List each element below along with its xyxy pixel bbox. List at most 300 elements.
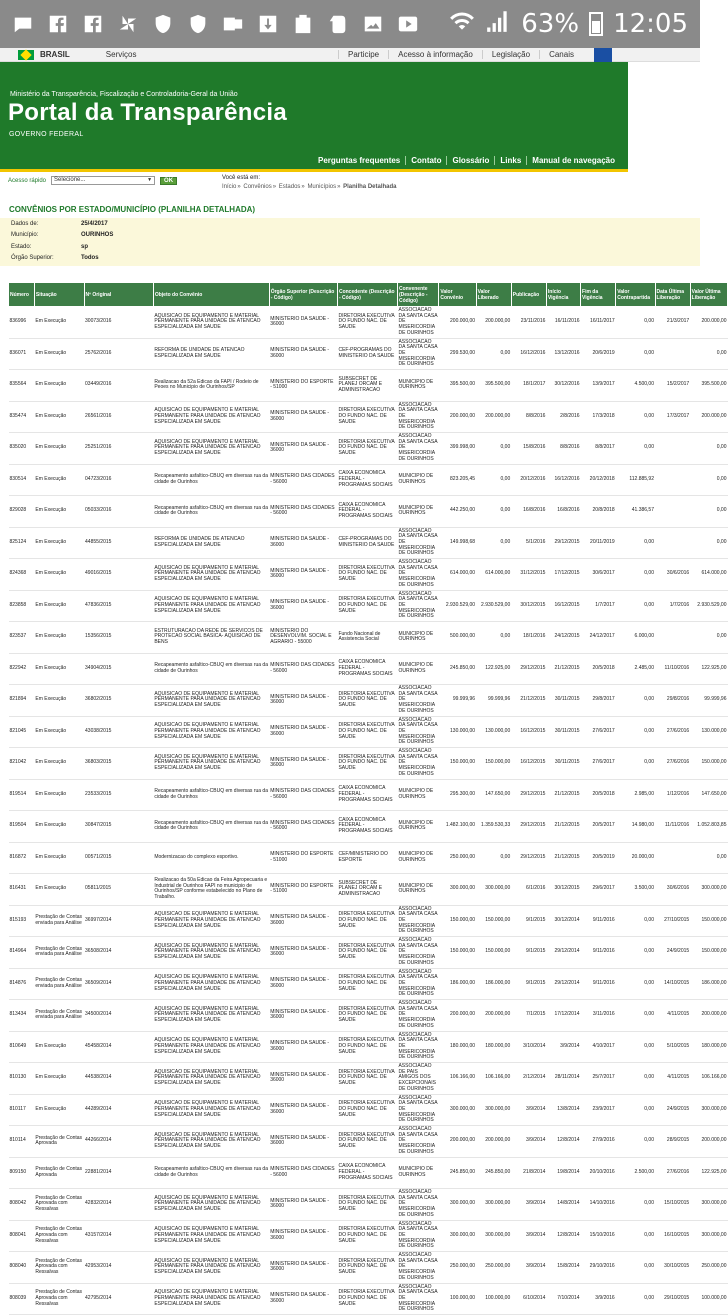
convenio-number-link[interactable]: 821042 <box>9 748 35 780</box>
site-header <box>0 62 628 172</box>
table-cell: DIRETORIA EXECUTIVA DO FUNDO NAC. DE SAUDE <box>337 748 397 780</box>
shield-icon <box>187 13 209 35</box>
table-cell: MINISTERIO DA SAUDE - 36000 <box>269 1126 337 1158</box>
table-cell: 250.000,00 <box>439 1252 476 1284</box>
table-cell: DIRETORIA EXECUTIVA DO FUNDO NAC. DE SAUDE <box>337 685 397 717</box>
table-cell: Em Execução <box>34 1031 84 1063</box>
table-cell: AQUISICAO DE EQUIPAMENTO E MATERIAL PERMANENTE PARA UNIDADE DE ATENCAO ESPECIALIZADA EM SAUDE <box>153 1126 269 1158</box>
table-cell: 44266/2014 <box>84 1126 153 1158</box>
table-cell: MINISTERIO DA SAUDE - 36000 <box>269 748 337 780</box>
table-cell: 150.000,00 <box>476 748 511 780</box>
column-header[interactable]: Objeto do Convênio <box>153 283 269 307</box>
table-row <box>9 370 728 402</box>
table-cell: 9/11/2016 <box>581 937 616 969</box>
table-cell: DIRETORIA EXECUTIVA DO FUNDO NAC. DE SAUDE <box>337 1220 397 1252</box>
convenio-number-link[interactable]: 822942 <box>9 653 35 685</box>
table-cell <box>655 527 690 559</box>
column-header[interactable]: Concedente (Descrição - Código) <box>337 283 397 307</box>
table-cell: 186.000,00 <box>439 968 476 1000</box>
table-cell: 180.000,00 <box>439 1031 476 1063</box>
info-box <box>0 218 700 266</box>
table-cell: 8/8/2017 <box>581 433 616 465</box>
table-cell: 614.000,00 <box>439 559 476 591</box>
convenio-number-link[interactable]: 821045 <box>9 716 35 748</box>
table-cell <box>655 338 690 370</box>
info-value: sp <box>81 244 89 250</box>
table-cell: 300.000,00 <box>476 1094 511 1126</box>
column-header[interactable]: Nº Original <box>84 283 153 307</box>
table-cell: 2/12/2014 <box>511 1063 546 1095</box>
info-label: Município: <box>11 232 39 238</box>
accessibility-icon[interactable] <box>594 48 612 62</box>
table-cell: ASSOCIACAO DA SANTA CASA DE MISERICORDIA DE OURINHOS <box>397 590 438 622</box>
table-cell: Em Execução <box>34 811 84 843</box>
convenio-number-link[interactable]: 836996 <box>9 307 35 339</box>
gov-link-participe[interactable]: Participe <box>338 50 388 59</box>
table-cell: Prestação de Contas Aprovada com Ressalvas <box>34 1283 84 1315</box>
gov-top-bar <box>0 48 700 62</box>
convenio-number-link[interactable]: 830514 <box>9 464 35 496</box>
table-cell: 300.000,00 <box>690 1094 727 1126</box>
convenio-number-link[interactable]: 829028 <box>9 496 35 528</box>
table-cell: 27/6/2017 <box>581 716 616 748</box>
table-cell: 25251/2016 <box>84 433 153 465</box>
quick-access-label: Acesso rápido <box>8 177 47 184</box>
table-row <box>9 590 728 622</box>
table-cell: 3/9/2014 <box>511 1252 546 1284</box>
convenio-number-link[interactable]: 821894 <box>9 685 35 717</box>
nav-contato[interactable]: Contato <box>405 156 446 165</box>
breadcrumb-estados[interactable]: Estados <box>278 184 301 190</box>
breadcrumb: Você está em: Início» Convênios» Estados» Municípios» Planilha Detalhada <box>222 175 397 190</box>
table-cell: ASSOCIACAO DA SANTA CASA DE MISERICORDIA DE OURINHOS <box>397 1031 438 1063</box>
table-cell: Recapeamento asfaltico-CBUQ em diversas rua da cidade de Ourinhos <box>153 496 269 528</box>
table-cell: ASSOCIACAO DA SANTA CASA DE MISERICORDIA DE OURINHOS <box>397 1189 438 1221</box>
convenio-number-link[interactable]: 836071 <box>9 338 35 370</box>
table-row <box>9 622 728 654</box>
nav-glossario[interactable]: Glossário <box>446 156 494 165</box>
table-cell: DIRETORIA EXECUTIVA DO FUNDO NAC. DE SAUDE <box>337 716 397 748</box>
chat-icon <box>12 13 34 35</box>
column-header[interactable]: Fim da Vigência <box>581 283 616 307</box>
convenio-number-link[interactable]: 815193 <box>9 905 35 937</box>
table-cell: Prestação de Contas enviada para Análise <box>34 937 84 969</box>
convenio-number-link[interactable]: 835564 <box>9 370 35 402</box>
table-cell: 0,00 <box>690 622 727 654</box>
table-cell: 2.500,00 <box>616 1157 655 1189</box>
convenio-number-link[interactable]: 835474 <box>9 401 35 433</box>
table-cell: AQUISICAO DE EQUIPAMENTO E MATERIAL PERMANENTE PARA UNIDADE DE ATENCAO ESPECIALIZADA EM SAUDE <box>153 590 269 622</box>
table-cell: MINISTERIO DAS CIDADES - 56000 <box>269 496 337 528</box>
table-cell: 2.985,00 <box>616 779 655 811</box>
gov-link-canais[interactable]: Canais <box>539 50 583 59</box>
table-cell: 42832/2014 <box>84 1189 153 1221</box>
table-cell: 0,00 <box>616 685 655 717</box>
convenio-number-link[interactable]: 816431 <box>9 874 35 906</box>
table-cell: 245.850,00 <box>439 653 476 685</box>
table-cell: 16/12/2015 <box>511 748 546 780</box>
column-header[interactable]: Data Última Liberação <box>655 283 690 307</box>
table-cell <box>655 464 690 496</box>
table-cell: 4/11/2015 <box>655 1000 690 1032</box>
table-cell: 106.166,00 <box>476 1063 511 1095</box>
table-row <box>9 496 728 528</box>
table-cell: 186.000,00 <box>476 968 511 1000</box>
table-cell: 23/9/2017 <box>581 1094 616 1126</box>
convenio-number-link[interactable]: 809150 <box>9 1157 35 1189</box>
battery-icon <box>589 12 603 36</box>
table-cell: 36802/2015 <box>84 685 153 717</box>
table-cell: DIRETORIA EXECUTIVA DO FUNDO NAC. DE SAUDE <box>337 968 397 1000</box>
table-row <box>9 1126 728 1158</box>
table-cell: MINISTERIO DO DESENVOLVIM. SOCIAL E AGRARIO - 55000 <box>269 622 337 654</box>
table-cell: ASSOCIACAO DA SANTA CASA DE MISERICORDIA DE OURINHOS <box>397 433 438 465</box>
table-cell: Em Execução <box>34 653 84 685</box>
table-cell: 34904/2015 <box>84 653 153 685</box>
table-cell: 22881/2014 <box>84 1157 153 1189</box>
table-cell: DIRETORIA EXECUTIVA DO FUNDO NAC. DE SAUDE <box>337 1094 397 1126</box>
table-cell: AQUISICAO DE EQUIPAMENTO E MATERIAL PERMANENTE PARA UNIDADE DE ATENCAO ESPECIALIZADA EM SAUDE <box>153 968 269 1000</box>
table-cell: 16/8/2016 <box>511 496 546 528</box>
table-cell: 24/9/2015 <box>655 1094 690 1126</box>
table-cell: 11/10/2016 <box>655 653 690 685</box>
quick-access <box>8 176 177 185</box>
convenio-number-link[interactable]: 819504 <box>9 811 35 843</box>
table-cell: ASSOCIACAO DA SANTA CASA DE MISERICORDIA DE OURINHOS <box>397 685 438 717</box>
table-row <box>9 937 728 969</box>
table-cell: 200.000,00 <box>439 1126 476 1158</box>
table-cell: 0,00 <box>616 937 655 969</box>
table-cell: 0,00 <box>616 433 655 465</box>
table-cell <box>655 433 690 465</box>
table-cell: 29/12/2015 <box>546 527 580 559</box>
table-cell: 44289/2014 <box>84 1094 153 1126</box>
convenio-number-link[interactable]: 816872 <box>9 842 35 874</box>
table-cell: 300.000,00 <box>690 1189 727 1221</box>
table-cell: 43038/2015 <box>84 716 153 748</box>
breadcrumb-inicio[interactable]: Início <box>222 184 237 190</box>
table-cell: 15/8/2014 <box>546 1252 580 1284</box>
table-cell: 1.052.803,85 <box>690 811 727 843</box>
nav-links[interactable]: Links <box>494 156 526 165</box>
table-cell: 30/6/2016 <box>655 874 690 906</box>
table-cell: Em Execução <box>34 433 84 465</box>
table-cell: Em Execução <box>34 496 84 528</box>
convenio-number-link[interactable]: 835020 <box>9 433 35 465</box>
table-row <box>9 905 728 937</box>
table-cell: 0,00 <box>690 527 727 559</box>
facebook-icon <box>82 13 104 35</box>
gov-link-legislacao[interactable]: Legislação <box>482 50 539 59</box>
pinwheel-icon <box>117 13 139 35</box>
table-cell: 16/12/2016 <box>511 338 546 370</box>
table-cell: 0,00 <box>616 527 655 559</box>
table-cell: Em Execução <box>34 590 84 622</box>
table-cell: MINISTERIO DA SAUDE - 36000 <box>269 937 337 969</box>
table-cell: 24/12/2015 <box>546 622 580 654</box>
table-cell: 200.000,00 <box>476 1126 511 1158</box>
table-cell: 30073/2016 <box>84 307 153 339</box>
table-cell: 20/11/2019 <box>581 527 616 559</box>
table-cell: 0,00 <box>616 905 655 937</box>
table-cell: 200.000,00 <box>476 1000 511 1032</box>
table-row <box>9 527 728 559</box>
table-cell: 2.930.529,00 <box>476 590 511 622</box>
table-cell: 20/5/2018 <box>581 779 616 811</box>
table-cell: 20/12/2018 <box>581 464 616 496</box>
table-cell: 14/10/2016 <box>581 1189 616 1221</box>
table-cell: Prestação de Contas Aprovada com Ressalvas <box>34 1189 84 1221</box>
table-cell: Prestação de Contas enviada para Análise <box>34 1000 84 1032</box>
table-cell: 823.205,45 <box>439 464 476 496</box>
table-cell: 0,00 <box>616 1126 655 1158</box>
table-cell: ESTRUTURACAO DA REDE DE SERVICOS DE PROTECAO SOCIAL BASICA- AQUISICAO DE BENS <box>153 622 269 654</box>
table-cell: ASSOCIACAO DA SANTA CASA DE MISERICORDIA DE OURINHOS <box>397 1283 438 1315</box>
column-header[interactable]: Valor Convênio <box>439 283 476 307</box>
table-cell: MUNICIPIO DE OURINHOS <box>397 496 438 528</box>
table-cell: 20/5/2018 <box>581 653 616 685</box>
convenio-number-link[interactable]: 808039 <box>9 1283 35 1315</box>
table-cell: 29/12/2015 <box>511 811 546 843</box>
table-cell: 16/12/2015 <box>546 590 580 622</box>
table-cell: 3/9/2016 <box>581 1283 616 1315</box>
convenio-number-link[interactable]: 819514 <box>9 779 35 811</box>
table-cell: 16/12/2015 <box>511 716 546 748</box>
table-cell: MINISTERIO DA SAUDE - 36000 <box>269 1031 337 1063</box>
table-cell: 106.166,00 <box>439 1063 476 1095</box>
table-cell: CEF-PROGRAMAS DO MINISTERIO DA SAUDE <box>337 527 397 559</box>
breadcrumb-municipios[interactable]: Municípios <box>307 184 337 190</box>
table-cell: 36803/2015 <box>84 748 153 780</box>
gov-links <box>338 50 583 59</box>
clean-icon <box>292 13 314 35</box>
table-cell: CAIXA ECONOMICA FEDERAL - PROGRAMAS SOCIAIS <box>337 653 397 685</box>
table-cell: 28/9/2015 <box>655 1126 690 1158</box>
quick-access-ok-button[interactable]: OK <box>160 177 177 185</box>
table-cell: 7/10/2014 <box>546 1283 580 1315</box>
table-cell: 23/11/2016 <box>511 307 546 339</box>
table-cell: CAIXA ECONOMICA FEDERAL - PROGRAMAS SOCIAIS <box>337 811 397 843</box>
table-cell: MINISTERIO DAS CIDADES - 56000 <box>269 811 337 843</box>
convenio-number-link[interactable]: 823858 <box>9 590 35 622</box>
table-cell: 30/6/2017 <box>581 559 616 591</box>
table-cell: 17/3/2017 <box>655 401 690 433</box>
table-cell: 0,00 <box>690 338 727 370</box>
column-header[interactable]: Publicação <box>511 283 546 307</box>
table-cell: 100.000,00 <box>439 1283 476 1315</box>
convenio-number-link[interactable]: 808042 <box>9 1189 35 1221</box>
table-cell: 1/7/2016 <box>655 590 690 622</box>
table-cell: Em Execução <box>34 559 84 591</box>
table-cell: 30/12/2015 <box>511 590 546 622</box>
table-cell: AQUISICAO DE EQUIPAMENTO E MATERIAL PERMANENTE PARA UNIDADE DE ATENCAO ESPECIALIZADA EM SAUDE <box>153 685 269 717</box>
table-cell: 0,00 <box>690 433 727 465</box>
table-cell: 05033/2016 <box>84 496 153 528</box>
facebook-icon <box>47 13 69 35</box>
servicos-link[interactable]: Serviços <box>105 50 137 59</box>
table-cell: 8/8/2016 <box>511 401 546 433</box>
table-cell: 29/6/2017 <box>581 874 616 906</box>
table-row <box>9 464 728 496</box>
table-cell: 2/8/2016 <box>546 401 580 433</box>
table-cell: 99.999,96 <box>476 685 511 717</box>
table-cell: 3/10/2014 <box>511 1031 546 1063</box>
table-cell: 0,00 <box>690 464 727 496</box>
table-cell: MINISTERIO DA SAUDE - 36000 <box>269 685 337 717</box>
column-header[interactable]: Início Vigência <box>546 283 580 307</box>
table-cell: 1.359.530,33 <box>476 811 511 843</box>
table-row <box>9 1031 728 1063</box>
convenio-number-link[interactable]: 810649 <box>9 1031 35 1063</box>
table-cell: 122.925,00 <box>690 653 727 685</box>
table-cell: 614.000,00 <box>690 559 727 591</box>
brasil-link[interactable]: BRASIL <box>40 50 70 59</box>
table-cell: 36997/2014 <box>84 905 153 937</box>
table-cell: ASSOCIACAO DA SANTA CASA DE MISERICORDIA DE OURINHOS <box>397 716 438 748</box>
table-cell: Em Execução <box>34 338 84 370</box>
table-cell: 9/1/2015 <box>511 968 546 1000</box>
table-cell: 20/5/2019 <box>581 842 616 874</box>
government-label: GOVERNO FEDERAL <box>9 131 84 138</box>
convenio-number-link[interactable]: 813434 <box>9 1000 35 1032</box>
quick-access-select[interactable]: Selecione... ▼ <box>51 176 155 185</box>
column-header[interactable]: Situação <box>34 283 84 307</box>
table-cell: MINISTERIO DA SAUDE - 36000 <box>269 307 337 339</box>
table-cell: Em Execução <box>34 464 84 496</box>
table-cell: 30/11/2015 <box>546 685 580 717</box>
column-header[interactable]: Valor Liberado <box>476 283 511 307</box>
breadcrumb-current: Planilha Detalhada <box>343 184 397 190</box>
table-cell: 300.000,00 <box>439 1189 476 1221</box>
table-cell: 6/1/2016 <box>511 874 546 906</box>
table-cell: 17/12/2014 <box>546 1000 580 1032</box>
column-header[interactable]: Valor Última Liberação <box>690 283 727 307</box>
table-cell: 7/1/2015 <box>511 1000 546 1032</box>
table-cell: 130.000,00 <box>476 716 511 748</box>
table-cell: 0,00 <box>616 1283 655 1315</box>
table-cell: 28/11/2014 <box>546 1063 580 1095</box>
column-header[interactable]: Órgão Superior (Descrição - Código) <box>269 283 337 307</box>
table-cell: AQUISICAO DE EQUIPAMENTO E MATERIAL PERMANENTE PARA UNIDADE DE ATENCAO ESPECIALIZADA EM SAUDE <box>153 401 269 433</box>
convenio-number-link[interactable]: 808040 <box>9 1252 35 1284</box>
table-cell: 13/9/2017 <box>581 370 616 402</box>
table-cell: 150.000,00 <box>439 748 476 780</box>
convenio-number-link[interactable]: 810130 <box>9 1063 35 1095</box>
table-cell: 399.998,00 <box>439 433 476 465</box>
table-cell: 300.000,00 <box>476 1220 511 1252</box>
table-cell: 04723/2016 <box>84 464 153 496</box>
table-cell: 250.000,00 <box>476 1252 511 1284</box>
table-cell: 0,00 <box>616 1000 655 1032</box>
table-cell: CEF-PROGRAMAS DO MINISTERIO DA SAUDE <box>337 338 397 370</box>
column-header[interactable]: Número <box>9 283 35 307</box>
table-cell: MINISTERIO DAS CIDADES - 56000 <box>269 653 337 685</box>
table-cell: MINISTERIO DA SAUDE - 36000 <box>269 1189 337 1221</box>
table-cell: 14.980,00 <box>616 811 655 843</box>
table-cell: 99.999,96 <box>439 685 476 717</box>
table-row <box>9 779 728 811</box>
table-cell: MINISTERIO DAS CIDADES - 56000 <box>269 779 337 811</box>
table-cell: 200.000,00 <box>690 307 727 339</box>
convenio-number-link[interactable]: 814876 <box>9 968 35 1000</box>
table-cell: 0,00 <box>616 1063 655 1095</box>
table-header-row <box>9 283 728 307</box>
convenio-number-link[interactable]: 823537 <box>9 622 35 654</box>
table-cell: 2.930.529,00 <box>690 590 727 622</box>
table-cell: 299.530,00 <box>439 338 476 370</box>
table-cell: Recapeamento asfaltico-CBUQ em diversas rua da cidade de Ourinhos <box>153 811 269 843</box>
table-cell: 36509/2014 <box>84 968 153 1000</box>
convenio-number-link[interactable]: 814964 <box>9 937 35 969</box>
table-cell: MINISTERIO DA SAUDE - 36000 <box>269 1000 337 1032</box>
table-cell: CAIXA ECONOMICA FEDERAL - PROGRAMAS SOCIAIS <box>337 1157 397 1189</box>
table-cell: 25762/2016 <box>84 338 153 370</box>
table-row <box>9 1252 728 1284</box>
column-header[interactable]: Convenente (Descrição - Código) <box>397 283 438 307</box>
table-cell: MUNICIPIO DE OURINHOS <box>397 1157 438 1189</box>
table-cell: 200.000,00 <box>439 1000 476 1032</box>
table-cell: 21/8/2014 <box>511 1157 546 1189</box>
table-cell: CAIXA ECONOMICA FEDERAL - PROGRAMAS SOCIAIS <box>337 496 397 528</box>
table-cell: 300.000,00 <box>690 874 727 906</box>
table-cell: 0,00 <box>616 748 655 780</box>
table-cell <box>655 622 690 654</box>
column-header[interactable]: Valor Contrapartida <box>616 283 655 307</box>
table-cell: Em Execução <box>34 527 84 559</box>
convenio-number-link[interactable]: 824368 <box>9 559 35 591</box>
gov-link-acesso[interactable]: Acesso à informação <box>388 50 482 59</box>
battery-percent: 63% <box>521 9 580 39</box>
table-row <box>9 1063 728 1095</box>
table-cell: Realizacao da 52a Edicao da FAPI / Rodeio de Peoes no Municipio de Ourinhos/SP <box>153 370 269 402</box>
convenio-number-link[interactable]: 810114 <box>9 1126 35 1158</box>
table-cell: 150.000,00 <box>439 937 476 969</box>
convenio-number-link[interactable]: 810117 <box>9 1094 35 1126</box>
table-cell: 21/12/2015 <box>511 685 546 717</box>
table-cell: SUBSECRET DE PLANEJ ORCAM E ADMINISTRACAO <box>337 370 397 402</box>
portal-title[interactable]: Portal da Transparência <box>8 99 288 126</box>
table-cell: 15356/2015 <box>84 622 153 654</box>
convenio-number-link[interactable]: 825124 <box>9 527 35 559</box>
table-cell: 30/12/2015 <box>546 874 580 906</box>
wifi-icon <box>449 8 475 41</box>
table-cell: 20/8/2018 <box>581 496 616 528</box>
table-cell: 18/1/2016 <box>511 622 546 654</box>
table-cell: MINISTERIO DA SAUDE - 36000 <box>269 1283 337 1315</box>
table-cell: Recapeamento asfaltico-CBUQ em diversas rua da cidade de Ourinhos <box>153 779 269 811</box>
table-cell: 29/12/2014 <box>546 937 580 969</box>
breadcrumb-convenios[interactable]: Convênios <box>243 184 272 190</box>
table-cell: 0,00 <box>690 496 727 528</box>
table-cell: 31/12/2015 <box>511 559 546 591</box>
table-cell: 0,00 <box>616 1094 655 1126</box>
table-row <box>9 1189 728 1221</box>
table-cell: 15/10/2016 <box>581 1220 616 1252</box>
convenio-number-link[interactable]: 808041 <box>9 1220 35 1252</box>
table-cell: 122.925,00 <box>690 1157 727 1189</box>
table-cell: Em Execução <box>34 1063 84 1095</box>
table-cell: 0,00 <box>616 559 655 591</box>
table-cell: 0,00 <box>616 1252 655 1284</box>
nav-faq[interactable]: Perguntas frequentes <box>318 156 401 165</box>
nav-manual[interactable]: Manual de navegação <box>526 156 620 165</box>
table-cell: Prestação de Contas Aprovada com Ressalvas <box>34 1220 84 1252</box>
table-cell: MUNICIPIO DE OURINHOS <box>397 874 438 906</box>
table-cell: DIRETORIA EXECUTIVA DO FUNDO NAC. DE SAUDE <box>337 590 397 622</box>
table-cell: MINISTERIO DA SAUDE - 36000 <box>269 433 337 465</box>
table-cell: ASSOCIACAO DA SANTA CASA DE MISERICORDIA DE OURINHOS <box>397 905 438 937</box>
table-cell: DIRETORIA EXECUTIVA DO FUNDO NAC. DE SAUDE <box>337 307 397 339</box>
